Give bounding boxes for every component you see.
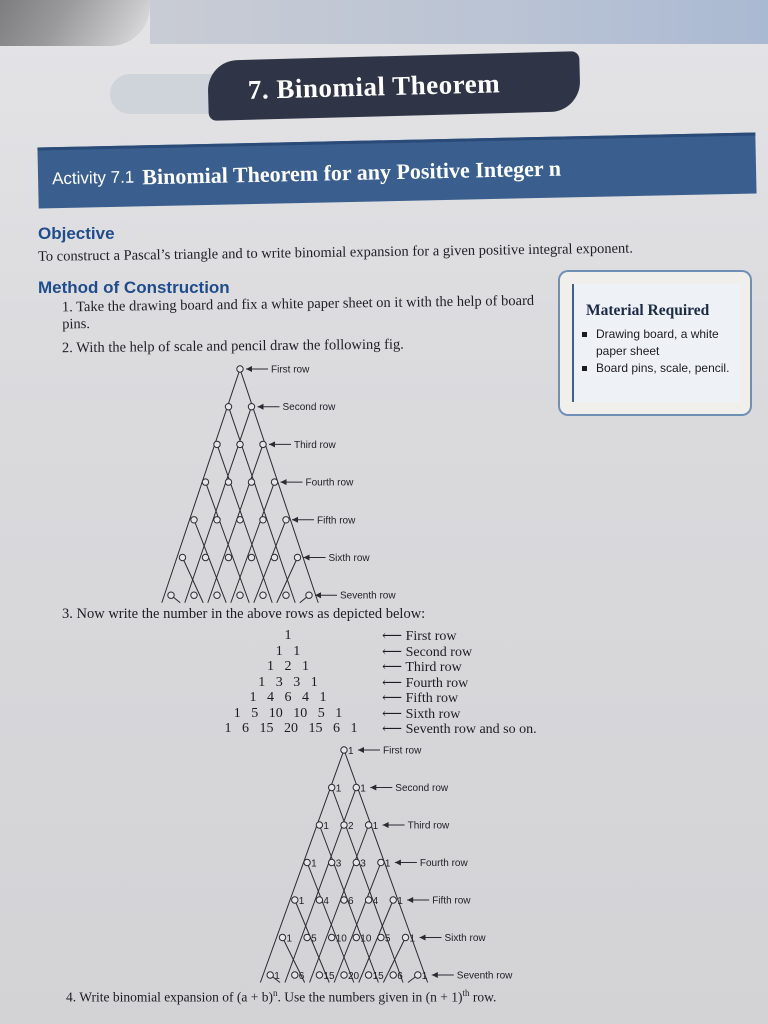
lattice-line [217, 444, 272, 602]
lattice-node [378, 934, 384, 940]
lattice-number: 1 [286, 933, 293, 945]
row-label: Sixth row [444, 933, 486, 944]
row-label: Fifth row [432, 895, 471, 907]
pascal-row-numbers: 1 2 1 [267, 659, 309, 674]
lattice-node [214, 517, 220, 523]
lattice-node [260, 592, 266, 598]
lattice-number: 1 [298, 896, 305, 907]
step-4-part: row. [469, 989, 497, 1005]
lattice-number: 1 [274, 971, 280, 982]
arrow-left-icon [304, 555, 310, 561]
lattice-number: 3 [335, 858, 342, 870]
row-label: Seventh row [456, 970, 513, 982]
pascal-row-label [382, 690, 458, 707]
row-label: Fourth row [305, 477, 354, 489]
step-1-text: 1. Take the drawing board and fix a white paper sheet on it with the help of board pins. [61, 292, 535, 333]
lattice-line [206, 482, 250, 603]
lattice-node [415, 972, 421, 978]
pascal-row-label-text: Sixth row [405, 707, 461, 722]
lattice-figure-2 [240, 740, 560, 984]
arrow-left-icon [358, 747, 364, 753]
lattice-node [283, 517, 289, 523]
lattice-number: 1 [323, 821, 329, 832]
lattice-number: 15 [372, 971, 384, 982]
arrow-left-icon [258, 404, 264, 410]
lattice-line [310, 825, 369, 983]
lattice-node [248, 404, 254, 410]
lattice-node [214, 592, 220, 598]
material-title: Material Required [586, 302, 710, 319]
pascal-row-label [382, 628, 457, 645]
lattice-node [179, 554, 185, 560]
lattice-number: 1 [360, 783, 366, 795]
row-label: Second row [282, 402, 336, 414]
chapter-title-banner [207, 51, 580, 121]
lattice-number: 1 [348, 746, 354, 757]
lattice-node [365, 822, 371, 828]
lattice-node [214, 441, 220, 447]
lattice-node [248, 479, 254, 485]
activity-title: Binomial Theorem for any Positive Integer n [142, 155, 562, 190]
lattice-node [283, 592, 289, 598]
lattice-number: 4 [372, 896, 379, 907]
lattice-node [225, 479, 231, 485]
lattice-node [237, 441, 243, 447]
lattice-node [304, 859, 310, 865]
row-label: Sixth row [328, 553, 370, 564]
row-label: Seventh row [340, 590, 396, 602]
material-card [572, 284, 740, 402]
lattice-node [341, 747, 347, 753]
lattice-node [365, 972, 371, 978]
lattice-line [307, 863, 354, 983]
lattice-line [334, 863, 381, 983]
arrow-left-icon [281, 479, 287, 485]
lattice-node [402, 934, 408, 940]
arrow-left-icon [269, 441, 275, 447]
step-2-text: 2. With the help of scale and pencil draw the following fig. [61, 336, 404, 357]
lattice-node [260, 517, 266, 523]
lattice-node [316, 897, 322, 903]
objective-heading: Objective [38, 224, 115, 243]
pascal-row-label-text: Fifth row [405, 691, 459, 706]
pascal-row-label-text: Second row [405, 645, 473, 660]
row-label: First row [383, 745, 422, 757]
lattice-number: 1 [311, 858, 317, 870]
arrow-left-icon [407, 897, 413, 903]
lattice-node [316, 822, 322, 828]
lattice-node [225, 554, 231, 560]
lattice-number: 6 [397, 971, 403, 982]
lattice-node [292, 972, 298, 978]
lattice-node [202, 554, 208, 560]
arrow-left-icon [420, 935, 426, 941]
step-4-superscript: th [462, 988, 470, 998]
lattice-number: 10 [360, 933, 372, 945]
pascal-row-numbers: 1 3 3 1 [258, 675, 318, 690]
pascal-row-label [382, 721, 537, 738]
lattice-node [304, 934, 310, 940]
pascal-row-numbers: 1 [284, 628, 292, 643]
lattice-node [341, 897, 347, 903]
lattice-number: 5 [311, 933, 317, 945]
pascal-triangle-text [200, 628, 580, 740]
arrow-left-icon: ⟵ [382, 645, 403, 660]
pascal-row-numbers: 1 1 [275, 644, 301, 659]
method-heading: Method of Construction [38, 278, 230, 297]
lattice-node [378, 859, 384, 865]
lattice-number: 1 [335, 783, 342, 795]
row-label: Third row [407, 820, 450, 832]
lattice-figure-1 [150, 360, 450, 604]
corner-photo [0, 0, 150, 46]
lattice-number: 1 [372, 821, 379, 832]
ghost-pill-decoration [110, 74, 220, 114]
lattice-node [390, 897, 396, 903]
top-band [150, 0, 768, 44]
pascal-row-label-text: Seventh row and so on. [405, 722, 537, 737]
lattice-number: 1 [384, 858, 391, 870]
lattice-number: 5 [384, 933, 391, 945]
material-required-box [558, 270, 752, 416]
step-4-text [66, 985, 496, 1006]
lattice-line [208, 444, 263, 602]
lattice-node [237, 366, 243, 372]
material-item: Drawing board, a white paper sheet [574, 326, 740, 360]
row-label: Fifth row [317, 515, 356, 527]
lattice-node [353, 784, 359, 790]
lattice-number: 1 [421, 971, 428, 982]
lattice-number: 6 [348, 896, 354, 907]
arrow-left-icon [292, 517, 298, 523]
row-label: Fourth row [419, 858, 468, 869]
lattice-node [294, 554, 300, 560]
objective-text: To construct a Pascal’s triangle and to write binomial expansion for a given positive integral exponent. [37, 240, 634, 265]
lattice-number: 1 [409, 933, 416, 945]
arrow-left-icon: ⟵ [382, 660, 403, 675]
pascal-row-numbers: 1 5 10 10 5 1 [233, 706, 343, 721]
pascal-row-label [382, 659, 462, 676]
row-label: First row [271, 364, 310, 376]
pascal-row-label-text: Fourth row [405, 676, 469, 691]
pascal-row-label-text: Third row [405, 660, 462, 675]
lattice-node [225, 404, 231, 410]
arrow-left-icon [370, 785, 376, 791]
lattice-node [248, 554, 254, 560]
arrow-left-icon: ⟵ [382, 691, 403, 706]
arrow-left-icon [383, 822, 389, 828]
lattice-node [168, 592, 174, 598]
lattice-node [202, 479, 208, 485]
arrow-left-icon: ⟵ [382, 629, 403, 644]
lattice-node [260, 441, 266, 447]
lattice-node [191, 517, 197, 523]
lattice-node [292, 897, 298, 903]
lattice-node [316, 972, 322, 978]
lattice-node [306, 592, 312, 598]
step-4-part: 4. Write binomial expansion of (a + b) [66, 989, 274, 1005]
row-label: Second row [395, 783, 449, 794]
lattice-node [237, 517, 243, 523]
arrow-left-icon: ⟵ [382, 722, 403, 737]
lattice-node [329, 784, 335, 790]
lattice-node [353, 859, 359, 865]
activity-number: Activity 7.1 [51, 167, 135, 189]
pascal-row-numbers: 1 6 15 20 15 6 1 [224, 721, 358, 736]
lattice-node [329, 934, 335, 940]
lattice-node [341, 972, 347, 978]
arrow-left-icon [246, 366, 252, 372]
lattice-number: 6 [298, 971, 305, 982]
pascal-row-label-text: First row [405, 629, 457, 644]
step-3-text: 3. Now write the number in the above rows as depicted below: [62, 606, 426, 622]
lattice-line [231, 482, 275, 603]
step-4-part: . Use the numbers given in (n + 1) [277, 989, 463, 1005]
arrow-left-icon: ⟵ [382, 707, 403, 722]
lattice-node [267, 972, 273, 978]
material-item: Board pins, scale, pencil. [574, 360, 740, 377]
lattice-node [237, 592, 243, 598]
arrow-left-icon [395, 860, 401, 866]
lattice-number: 15 [323, 971, 335, 982]
arrow-left-icon: ⟵ [382, 676, 403, 691]
lattice-node [329, 859, 335, 865]
lattice-node [390, 972, 396, 978]
lattice-number: 20 [348, 971, 360, 982]
lattice-node [353, 934, 359, 940]
lattice-number: 1 [397, 896, 403, 907]
arrow-left-icon [432, 972, 438, 978]
material-list [574, 326, 740, 377]
lattice-node [341, 822, 347, 828]
lattice-number: 2 [348, 821, 354, 832]
lattice-node [279, 934, 285, 940]
lattice-node [365, 897, 371, 903]
step-4-superscript: n [273, 988, 278, 998]
lattice-number: 4 [323, 896, 329, 907]
lattice-number: 10 [335, 933, 347, 945]
lattice-number: 3 [360, 858, 366, 870]
lattice-node [271, 479, 277, 485]
activity-banner [37, 132, 756, 208]
chapter-title: 7. Binomial Theorem [247, 67, 501, 105]
row-label: Third row [294, 439, 336, 451]
pascal-row-numbers: 1 4 6 4 1 [249, 690, 327, 705]
lattice-node [191, 592, 197, 598]
lattice-node [271, 554, 277, 560]
